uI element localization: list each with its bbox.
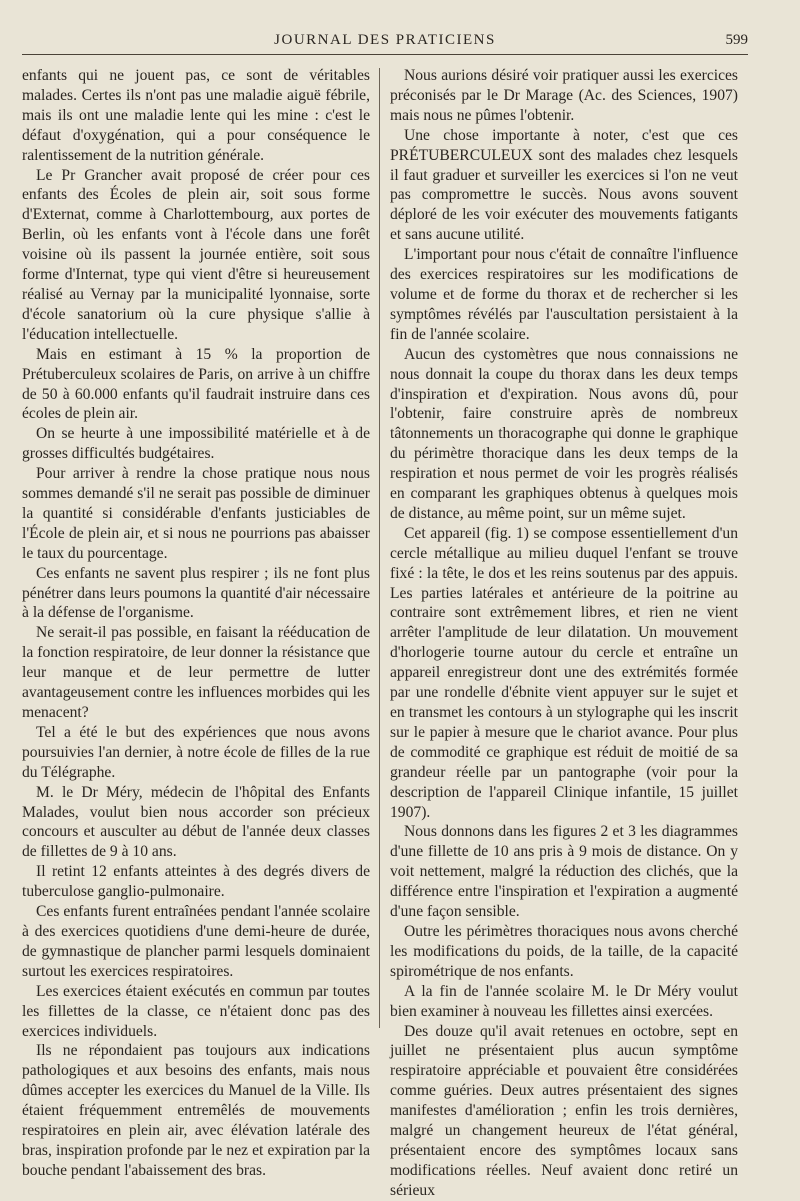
paragraph: On se heurte à une impossibilité matérielle et à de grosses difficultés budgétaires. [22, 425, 370, 463]
paragraph: Tel a été le but des expériences que nous avons poursuivies l'an dernier, à notre école de filles de la rue du Télégraphe. [22, 723, 370, 781]
paragraph: Nous aurions désiré voir pratiquer aussi les exercices préconisés par le Dr Marage (Ac. des Sciences, 1907) mais nous ne pûmes l'obtenir. [390, 67, 738, 124]
paragraph: L'important pour nous c'était de connaître l'influence des exercices respiratoires sur les modifications de volume et de forme du thorax et de rechercher si les symptômes révélés par l'auscultation persistaient à la fin de l'année scolaire. [390, 246, 738, 343]
paragraph: A la fin de l'année scolaire M. le Dr Méry voulut bien examiner à nouveau les fillettes ainsi exercées. [390, 982, 738, 1020]
paragraph: Cet appareil (fig. 1) se compose essentiellement d'un cercle métallique au milieu duquel l'enfant se trouve fixé : la tête, le dos et les reins soutenus par des appuis. Les parties latérales et antérieure de la poitrine au contraire sont extrêmement libres, et rien ne vient arrêter l'amplitude de leur dilatation. Un mouvement d'horlogerie tourne autour du cercle et entraîne un appareil enregistreur dont une des extrémités formée par une rondelle d'ébnite vient appuyer sur le sujet et en transmet les contours à un stylographe qui les inscrit sur le papier à mesure que le chariot avance. Pour plus de commodité ce graphique est réduit de moitié de sa grandeur réelle par un pantographe (voir pour la description de l'appareil Clinique infantile, 15 juillet 1907). [390, 524, 738, 821]
page-number: 599 [725, 32, 748, 48]
paragraph: Le Pr Grancher avait proposé de créer pour ces enfants des Écoles de plein air, soit sous forme d'Externat, comme à Charlottembourg, aux portes de Berlin, où les enfants vont à l'école dans une forêt voisine où ils passent la journée entière, soit sous forme d'Internat, type qui vient d'être si heureusement réalisé au Vernay par la municipalité lyonnaise, sorte d'école sanatorium où la cure physique s'allie à l'éducation intellectuelle. [22, 166, 370, 343]
page-header [22, 28, 748, 55]
paragraph: Ces enfants ne savent plus respirer ; ils ne font plus pénétrer dans leurs poumons la quantité d'air nécessaire à la défense de l'organisme. [22, 564, 370, 622]
paragraph: Les exercices étaient exécutés en commun par toutes les fillettes de la classe, ce n'étaient donc pas des exercices individuels. [22, 982, 370, 1040]
paragraph: M. le Dr Méry, médecin de l'hôpital des Enfants Malades, voulut bien nous accorder son précieux concours et ausculter au début de l'année deux classes de fillettes de 9 à 10 ans. [22, 783, 370, 861]
paragraph: Ils ne répondaient pas toujours aux indications pathologiques et aux besoins des enfants, mais nous dûmes accepter les exercices du Manuel de la Ville. Ils étaient fréquemment entremêlés de mouvements respiratoires en plein air, avec élévation latérale des bras, inspiration profonde par le nez et expiration par la bouche pendant l'abaissement des bras. [22, 1042, 370, 1179]
paragraph: Mais en estimant à 15 % la proportion de Prétuberculeux scolaires de Paris, on arrive à un chiffre de 50 à 60.000 enfants qu'il faudrait instruire dans ces écoles de plein air. [22, 345, 370, 423]
paragraph: Une chose importante à noter, c'est que ces PRÉTUBERCULEUX sont des malades chez lesquels il faut graduer et surveiller les exercices si l'on ne veut pas compromettre le succès. Nous avons souvent déploré de les voir exécuter des mouvements fatigants et sans aucune utilité. [390, 126, 738, 244]
paragraph: Ne serait-il pas possible, en faisant la rééducation de la fonction respiratoire, de leur donner la résistance que leur manque et de leur permettre de lutter avantageusement contre les influences morbides qui les menacent? [22, 624, 370, 721]
paragraph: Pour arriver à rendre la chose pratique nous nous sommes demandé s'il ne serait pas possible de diminuer la quantité si considérable d'enfants justiciables de l'École de plein air, et si nous ne pourrions pas abaisser le taux du pourcentage. [22, 465, 370, 562]
paragraph: Des douze qu'il avait retenues en octobre, sept en juillet ne présentaient plus aucun symptôme respiratoire appréciable et pouvaient être considérées comme guéries. Deux autres présentaient des signes manifestes d'amélioration ; enfin les trois dernières, malgré un changement heureux de l'état général, présentaient encore des symptômes locaux sans modifications réelles. Neuf avaient donc retiré un sérieux [390, 1022, 738, 1199]
journal-title: JOURNAL DES PRATICIENS [274, 32, 496, 48]
paragraph: Aucun des cystomètres que nous connaissions ne nous donnait la coupe du thorax dans les deux temps d'inspiration et d'expiration. Nous avons dû, pour l'obtenir, faire construire après de nombreux tâtonnements un thoracographe qui donne le graphique du périmètre thoracique dans les deux temps de la respiration et nous permet de voir les progrès réalisés en comparant les graphiques obtenus à quelques mois de distance, au même point, sur un même sujet. [390, 345, 738, 522]
paragraph: Il retint 12 enfants atteintes à des degrés divers de tuberculose ganglio-pulmonaire. [22, 863, 370, 901]
paragraph: enfants qui ne jouent pas, ce sont de véritables malades. Certes ils n'ont pas une maladie aiguë fébrile, mais ils ont une maladie lente qui les mine : c'est le défaut d'oxygénation, qui a pour conséquence le ralentissement de la nutrition générale. [22, 67, 370, 164]
left-column [22, 66, 370, 1181]
paragraph: Nous donnons dans les figures 2 et 3 les diagrammes d'une fillette de 10 ans pris à 9 mois de distance. On y voit nettement, malgré la réduction des clichés, que la différence entre l'inspiration et l'expiration a augmenté d'une façon sensible. [390, 823, 738, 921]
right-column [390, 66, 738, 1201]
paragraph: Ces enfants furent entraînées pendant l'année scolaire à des exercices quotidiens d'une demi-heure de durée, de gymnastique de plancher parmi lesquels dominaient surtout les exercices respiratoires. [22, 903, 370, 980]
paragraph: Outre les périmètres thoraciques nous avons cherché les modifications du poids, de la taille, de la capacité spirométrique de nos enfants. [390, 922, 738, 980]
